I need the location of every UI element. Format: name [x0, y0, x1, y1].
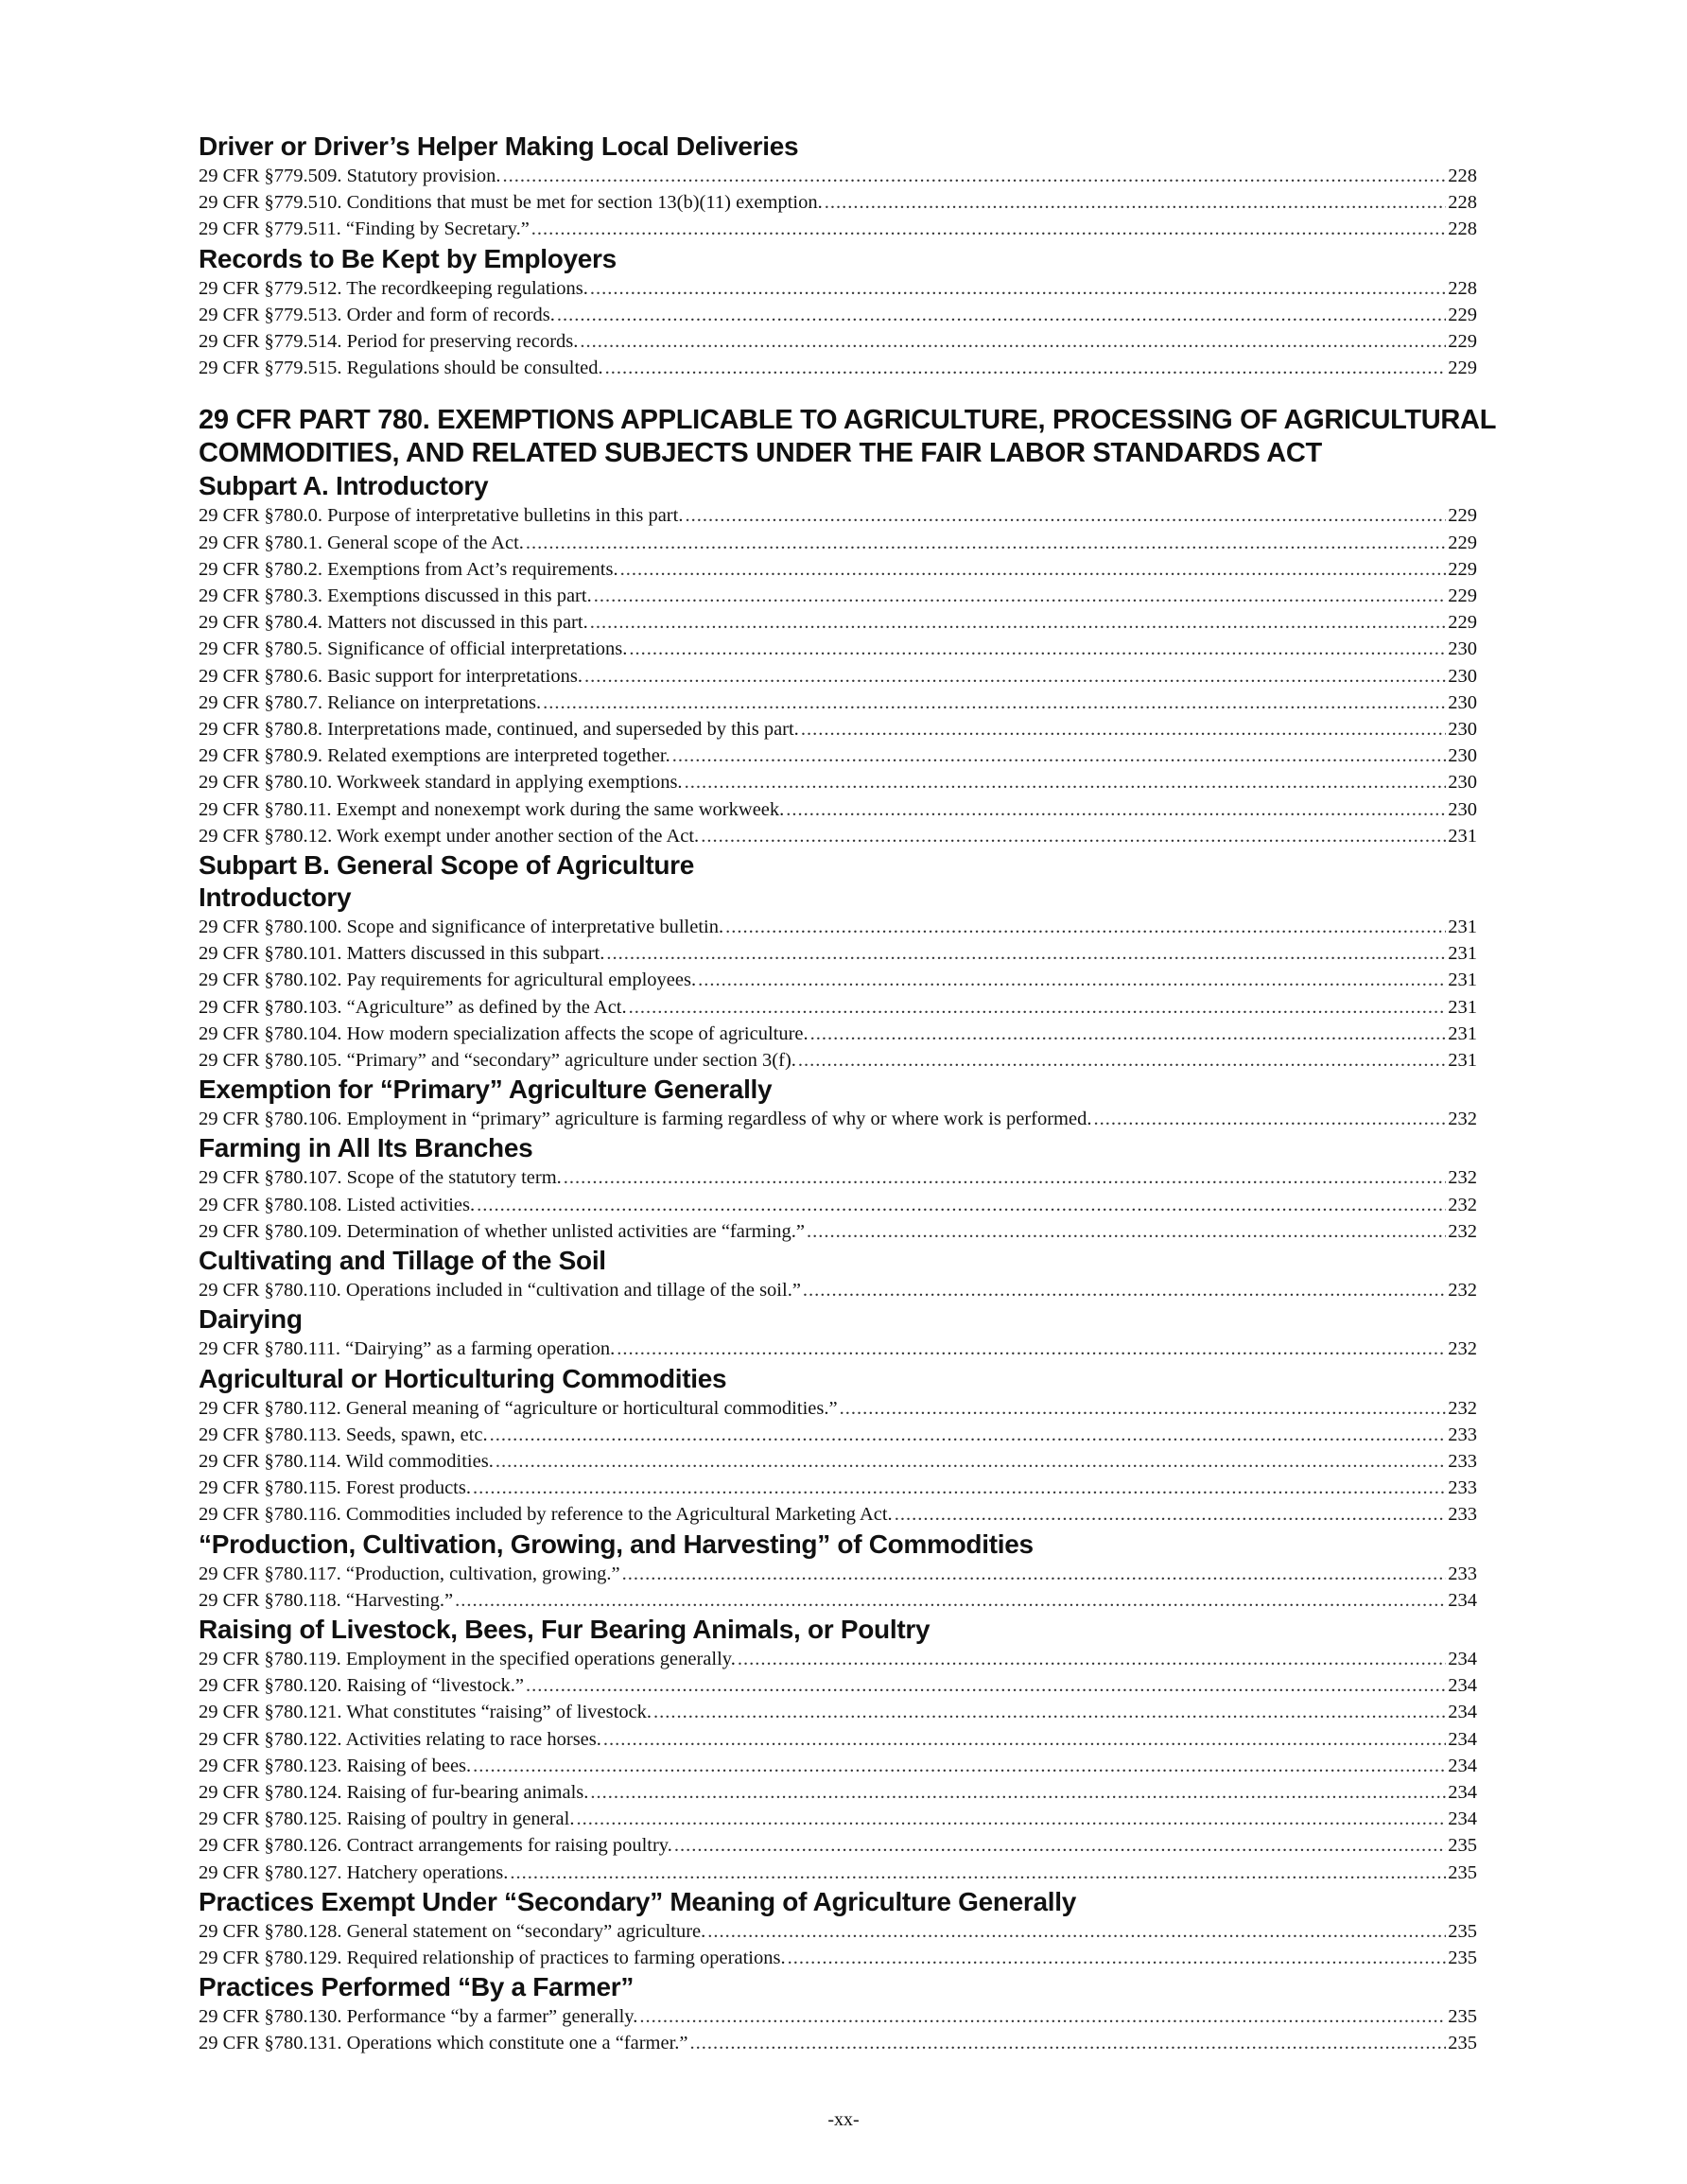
entry-page-number: 233 [1448, 1477, 1477, 1499]
dot-leader [564, 1164, 1446, 1191]
entry-page-number: 234 [1448, 1728, 1477, 1750]
entry-page-number: 231 [1448, 1022, 1477, 1044]
toc-entry[interactable] [199, 1672, 1477, 1699]
section-heading: Cultivating and Tillage of the Soil [199, 1246, 606, 1276]
toc-entry[interactable] [199, 1561, 1477, 1587]
toc-entry[interactable] [199, 1699, 1477, 1725]
entry-page-number: 229 [1448, 532, 1477, 553]
entry-page-number: 231 [1448, 943, 1477, 965]
section-heading: Agricultural or Horticulturing Commodities [199, 1363, 727, 1393]
section-heading: Practices Performed “By a Farmer” [199, 1972, 635, 2002]
entry-page-number: 232 [1448, 1397, 1477, 1419]
toc-entry[interactable] [199, 1726, 1477, 1753]
entry-title: 29 CFR §780.4. Matters not discussed in this part. [199, 612, 588, 634]
entry-page-number: 229 [1448, 505, 1477, 527]
entry-title: 29 CFR §780.123. Raising of bees. [199, 1755, 472, 1776]
entry-title: 29 CFR §780.7. Reliance on interpretations. [199, 691, 542, 713]
entry-page-number: 232 [1448, 1338, 1477, 1360]
entry-title: 29 CFR §780.3. Exemptions discussed in this part. [199, 585, 592, 607]
entry-page-number: 234 [1448, 1648, 1477, 1669]
toc-section [199, 1614, 1477, 1886]
entry-page-number: 235 [1448, 1947, 1477, 1968]
section-heading: Farming in All Its Branches [199, 1133, 533, 1163]
dot-leader [810, 1021, 1447, 1047]
dot-leader [510, 1860, 1446, 1886]
dot-leader [807, 1218, 1446, 1245]
entry-page-number: 231 [1448, 1050, 1477, 1072]
dot-leader [502, 163, 1446, 189]
entry-page-number: 229 [1448, 358, 1477, 379]
entry-title: 29 CFR §780.125. Raising of poultry in general. [199, 1808, 575, 1830]
entry-title: 29 CFR §780.128. General statement on “secondary” agriculture. [199, 1920, 706, 1942]
dot-leader [526, 1672, 1446, 1699]
toc-section [199, 131, 1477, 243]
entry-title: 29 CFR §779.512. The recordkeeping regulations. [199, 277, 588, 299]
dot-leader [685, 502, 1446, 529]
section-heading: Practices Exempt Under “Secondary” Meaning of Agriculture Generally [199, 1886, 1077, 1916]
entry-title: 29 CFR §780.100. Scope and significance of interpretative bulletin. [199, 917, 724, 938]
entry-title: 29 CFR §780.119. Employment in the specified operations generally. [199, 1648, 736, 1669]
entry-page-number: 228 [1448, 277, 1477, 299]
dot-leader [605, 355, 1447, 381]
dot-leader [701, 823, 1446, 849]
dot-leader [674, 1832, 1446, 1859]
entry-title: 29 CFR §780.116. Commodities included by reference to the Agricultural Marketing Act. [199, 1504, 893, 1526]
dot-leader [557, 302, 1446, 328]
entry-title: 29 CFR §779.515. Regulations should be consulted. [199, 358, 603, 379]
toc-entry[interactable] [199, 1779, 1477, 1806]
dot-leader [496, 1448, 1446, 1475]
dot-leader [620, 556, 1447, 583]
toc-entry[interactable] [199, 163, 1477, 189]
entry-page-number: 231 [1448, 970, 1477, 991]
toc-entry[interactable] [199, 1218, 1477, 1245]
toc-entry[interactable] [199, 1448, 1477, 1475]
entry-page-number: 230 [1448, 691, 1477, 713]
entry-title: 29 CFR §780.118. “Harvesting.” [199, 1589, 454, 1611]
entry-title: 29 CFR §780.113. Seeds, spawn, etc. [199, 1424, 488, 1445]
toc-section [199, 1074, 1477, 1132]
entry-title: 29 CFR §780.111. “Dairying” as a farming operation. [199, 1338, 616, 1360]
dot-leader [639, 2003, 1446, 2030]
toc-entry[interactable] [199, 1860, 1477, 1886]
entry-page-number: 231 [1448, 996, 1477, 1018]
entry-title: 29 CFR §780.103. “Agriculture” as defined by the Act. [199, 996, 627, 1018]
entry-title: 29 CFR §780.106. Employment in “primary” agriculture is farming regardless of why or where work is performed. [199, 1109, 1092, 1130]
toc-section [199, 882, 1477, 1074]
toc-entry[interactable] [199, 1753, 1477, 1779]
toc-entry[interactable] [199, 716, 1477, 743]
dot-leader [594, 583, 1447, 609]
dot-leader [725, 914, 1446, 940]
toc-entry[interactable] [199, 1945, 1477, 1971]
dot-leader [629, 994, 1447, 1021]
entry-page-number: 229 [1448, 585, 1477, 607]
part-heading: COMMODITIES, AND RELATED SUBJECTS UNDER THE FAIR LABOR STANDARDS ACT [199, 438, 1322, 469]
entry-title: 29 CFR §780.107. Scope of the statutory term. [199, 1167, 562, 1189]
entry-page-number: 235 [1448, 2033, 1477, 2054]
toc-section [199, 243, 1477, 382]
toc-entry[interactable] [199, 583, 1477, 609]
entry-title: 29 CFR §780.121. What constitutes “raising” of livestock. [199, 1702, 652, 1723]
toc-entry[interactable] [199, 769, 1477, 795]
toc-entry[interactable] [199, 967, 1477, 993]
toc-entry[interactable] [199, 1475, 1477, 1501]
dot-leader [788, 1945, 1447, 1971]
section-heading: Exemption for “Primary” Agriculture Generally [199, 1075, 773, 1105]
entry-title: 29 CFR §780.11. Exempt and nonexempt work during the same workweek. [199, 798, 785, 820]
table-of-contents [199, 131, 1497, 2057]
dot-leader [473, 1475, 1446, 1501]
toc-section [199, 1886, 1477, 1971]
toc-entry[interactable] [199, 1164, 1477, 1191]
toc-entry[interactable] [199, 189, 1477, 216]
entry-title: 29 CFR §780.101. Matters discussed in this subpart. [199, 943, 605, 965]
entry-page-number: 232 [1448, 1167, 1477, 1189]
entry-title: 29 CFR §780.120. Raising of “livestock.” [199, 1675, 524, 1697]
dot-leader [690, 2030, 1447, 2056]
entry-title: 29 CFR §779.511. “Finding by Secretary.” [199, 218, 530, 240]
section-heading: Subpart B. General Scope of Agriculture [199, 850, 695, 881]
dot-leader [622, 1561, 1447, 1587]
entry-page-number: 230 [1448, 665, 1477, 687]
dot-leader [629, 636, 1446, 662]
dot-leader [798, 1047, 1446, 1074]
entry-page-number: 229 [1448, 331, 1477, 353]
entry-title: 29 CFR §780.130. Performance “by a farmer” generally. [199, 2006, 638, 2028]
dot-leader [825, 189, 1447, 216]
toc-section [199, 1245, 1477, 1303]
entry-page-number: 235 [1448, 1920, 1477, 1942]
entry-title: 29 CFR §780.105. “Primary” and “secondary” agriculture under section 3(f). [199, 1050, 796, 1072]
entry-page-number: 233 [1448, 1424, 1477, 1445]
dot-leader [590, 609, 1447, 636]
toc-entry[interactable] [199, 1422, 1477, 1448]
toc-section [199, 1971, 1477, 2056]
entry-title: 29 CFR §780.114. Wild commodities. [199, 1450, 494, 1472]
toc-entry[interactable] [199, 1646, 1477, 1672]
entry-page-number: 229 [1448, 612, 1477, 634]
dot-leader [531, 216, 1446, 242]
section-heading: Subpart A. Introductory [199, 471, 489, 501]
dot-leader [576, 1806, 1446, 1832]
toc-entry[interactable] [199, 1832, 1477, 1859]
dot-leader [707, 1918, 1446, 1945]
toc-entry[interactable] [199, 1106, 1477, 1132]
dot-leader [490, 1422, 1447, 1448]
dot-leader [672, 743, 1447, 769]
entry-title: 29 CFR §780.131. Operations which constitute one a “farmer.” [199, 2033, 688, 2054]
entry-page-number: 230 [1448, 772, 1477, 794]
toc-entry[interactable] [199, 1277, 1477, 1303]
toc-entry[interactable] [199, 328, 1477, 355]
dot-leader [455, 1587, 1446, 1614]
entry-title: 29 CFR §780.112. General meaning of “agriculture or horticultural commodities.” [199, 1397, 838, 1419]
toc-entry[interactable] [199, 1395, 1477, 1422]
toc-section [199, 1529, 1477, 1614]
toc-entry[interactable] [199, 636, 1477, 662]
dot-leader [617, 1336, 1446, 1362]
toc-entry[interactable] [199, 823, 1477, 849]
entry-title: 29 CFR §780.126. Contract arrangements for raising poultry. [199, 1835, 672, 1857]
entry-page-number: 234 [1448, 1589, 1477, 1611]
toc-entry[interactable] [199, 1587, 1477, 1614]
entry-title: 29 CFR §780.109. Determination of whether unlisted activities are “farming.” [199, 1220, 806, 1242]
toc-entry[interactable] [199, 216, 1477, 242]
toc-entry[interactable] [199, 796, 1477, 823]
dot-leader [840, 1395, 1447, 1422]
section-heading: “Production, Cultivation, Growing, and Harvesting” of Commodities [199, 1529, 1034, 1559]
toc-entry[interactable] [199, 609, 1477, 636]
entry-page-number: 233 [1448, 1563, 1477, 1584]
page-number: -xx- [827, 2109, 860, 2130]
entry-title: 29 CFR §780.129. Required relationship of practices to farming operations. [199, 1947, 786, 1968]
dot-leader [786, 796, 1446, 823]
dot-leader [590, 1779, 1446, 1806]
entry-page-number: 234 [1448, 1755, 1477, 1776]
dot-leader [738, 1646, 1446, 1672]
dot-leader [584, 663, 1446, 690]
entry-page-number: 230 [1448, 638, 1477, 660]
toc-entry[interactable] [199, 502, 1477, 529]
entry-title: 29 CFR §780.1. General scope of the Act. [199, 532, 524, 553]
entry-title: 29 CFR §779.509. Statutory provision. [199, 166, 501, 186]
entry-page-number: 232 [1448, 1194, 1477, 1215]
toc-entry[interactable] [199, 994, 1477, 1021]
entry-page-number: 231 [1448, 917, 1477, 938]
section-heading: Records to Be Kept by Employers [199, 243, 617, 273]
entry-title: 29 CFR §779.510. Conditions that must be met for section 13(b)(11) exemption. [199, 192, 823, 214]
section-heading: Introductory [199, 882, 352, 913]
entry-page-number: 232 [1448, 1220, 1477, 1242]
dot-leader [698, 967, 1446, 993]
toc-entry[interactable] [199, 530, 1477, 556]
toc-entry[interactable] [199, 1021, 1477, 1047]
toc-entry[interactable] [199, 1336, 1477, 1362]
toc-entry[interactable] [199, 690, 1477, 716]
entry-page-number: 228 [1448, 192, 1477, 214]
toc-section [199, 1303, 1477, 1362]
entry-page-number: 234 [1448, 1702, 1477, 1723]
dot-leader [801, 716, 1446, 743]
entry-page-number: 228 [1448, 218, 1477, 240]
entry-page-number: 229 [1448, 304, 1477, 325]
toc-entry[interactable] [199, 1806, 1477, 1832]
entry-title: 29 CFR §780.124. Raising of fur-bearing animals. [199, 1781, 589, 1803]
toc-entry[interactable] [199, 1918, 1477, 1945]
entry-page-number: 234 [1448, 1808, 1477, 1830]
entry-title: 29 CFR §780.122. Activities relating to race horses. [199, 1728, 601, 1750]
dot-leader [473, 1753, 1446, 1779]
toc-entry[interactable] [199, 914, 1477, 940]
toc-entry[interactable] [199, 2003, 1477, 2030]
entry-title: 29 CFR §780.117. “Production, cultivation, growing.” [199, 1563, 620, 1584]
section-heading: Dairying [199, 1304, 303, 1335]
toc-section [199, 1132, 1477, 1245]
entry-title: 29 CFR §780.6. Basic support for interpretations. [199, 665, 583, 687]
toc-entry[interactable] [199, 1047, 1477, 1074]
toc-entry[interactable] [199, 275, 1477, 302]
entry-title: 29 CFR §780.104. How modern specialization affects the scope of agriculture. [199, 1022, 809, 1044]
dot-leader [590, 275, 1446, 302]
entry-title: 29 CFR §780.127. Hatchery operations. [199, 1861, 509, 1883]
toc-section [199, 1363, 1477, 1529]
entry-title: 29 CFR §780.12. Work exempt under another section of the Act. [199, 825, 700, 847]
entry-page-number: 234 [1448, 1781, 1477, 1803]
dot-leader [603, 1726, 1446, 1753]
toc-entry[interactable] [199, 355, 1477, 381]
entry-title: 29 CFR §780.0. Purpose of interpretative bulletins in this part. [199, 505, 684, 527]
entry-page-number: 232 [1448, 1109, 1477, 1130]
toc-entry[interactable] [199, 1501, 1477, 1528]
entry-title: 29 CFR §780.108. Listed activities. [199, 1194, 476, 1215]
section-gap [199, 381, 1477, 404]
toc-entry[interactable] [199, 302, 1477, 328]
entry-title: 29 CFR §780.115. Forest products. [199, 1477, 471, 1499]
dot-leader [543, 690, 1446, 716]
dot-leader [606, 940, 1446, 967]
entry-title: 29 CFR §780.9. Related exemptions are interpreted together. [199, 745, 670, 767]
dot-leader [803, 1277, 1446, 1303]
entry-page-number: 235 [1448, 1835, 1477, 1857]
entry-page-number: 235 [1448, 1861, 1477, 1883]
entry-title: 29 CFR §780.102. Pay requirements for agricultural employees. [199, 970, 697, 991]
section-heading: Driver or Driver’s Helper Making Local Deliveries [199, 131, 799, 161]
dot-leader [685, 769, 1447, 795]
entry-page-number: 230 [1448, 745, 1477, 767]
toc-entry[interactable] [199, 2030, 1477, 2056]
entry-title: 29 CFR §780.110. Operations included in “cultivation and tillage of the soil.” [199, 1280, 801, 1302]
dot-leader [526, 530, 1446, 556]
toc-entry[interactable] [199, 940, 1477, 967]
dot-leader [895, 1501, 1447, 1528]
entry-title: 29 CFR §780.8. Interpretations made, continued, and superseded by this part. [199, 719, 799, 741]
entry-title: 29 CFR §780.2. Exemptions from Act’s requirements. [199, 558, 618, 580]
toc-entry[interactable] [199, 743, 1477, 769]
part-heading: 29 CFR PART 780. EXEMPTIONS APPLICABLE TO AGRICULTURE, PROCESSING OF AGRICULTURAL [199, 405, 1497, 436]
entry-title: 29 CFR §780.5. Significance of official interpretations. [199, 638, 628, 660]
entry-page-number: 233 [1448, 1450, 1477, 1472]
entry-page-number: 230 [1448, 798, 1477, 820]
entry-title: 29 CFR §780.10. Workweek standard in applying exemptions. [199, 772, 683, 794]
entry-page-number: 235 [1448, 2006, 1477, 2028]
entry-page-number: 233 [1448, 1504, 1477, 1526]
entry-page-number: 229 [1448, 558, 1477, 580]
entry-page-number: 230 [1448, 719, 1477, 741]
entry-page-number: 231 [1448, 825, 1477, 847]
toc-entry[interactable] [199, 663, 1477, 690]
toc-entry[interactable] [199, 1192, 1477, 1218]
entry-title: 29 CFR §779.513. Order and form of records. [199, 304, 555, 325]
entry-page-number: 232 [1448, 1280, 1477, 1302]
entry-page-number: 234 [1448, 1675, 1477, 1697]
dot-leader [653, 1699, 1446, 1725]
dot-leader [1093, 1106, 1446, 1132]
dot-leader [580, 328, 1446, 355]
toc-entry[interactable] [199, 556, 1477, 583]
entry-title: 29 CFR §779.514. Period for preserving records. [199, 331, 579, 353]
toc-section [199, 381, 1497, 849]
section-heading: Raising of Livestock, Bees, Fur Bearing Animals, or Poultry [199, 1614, 930, 1644]
entry-page-number: 228 [1448, 166, 1477, 186]
toc-section [199, 849, 1477, 882]
dot-leader [477, 1192, 1446, 1218]
